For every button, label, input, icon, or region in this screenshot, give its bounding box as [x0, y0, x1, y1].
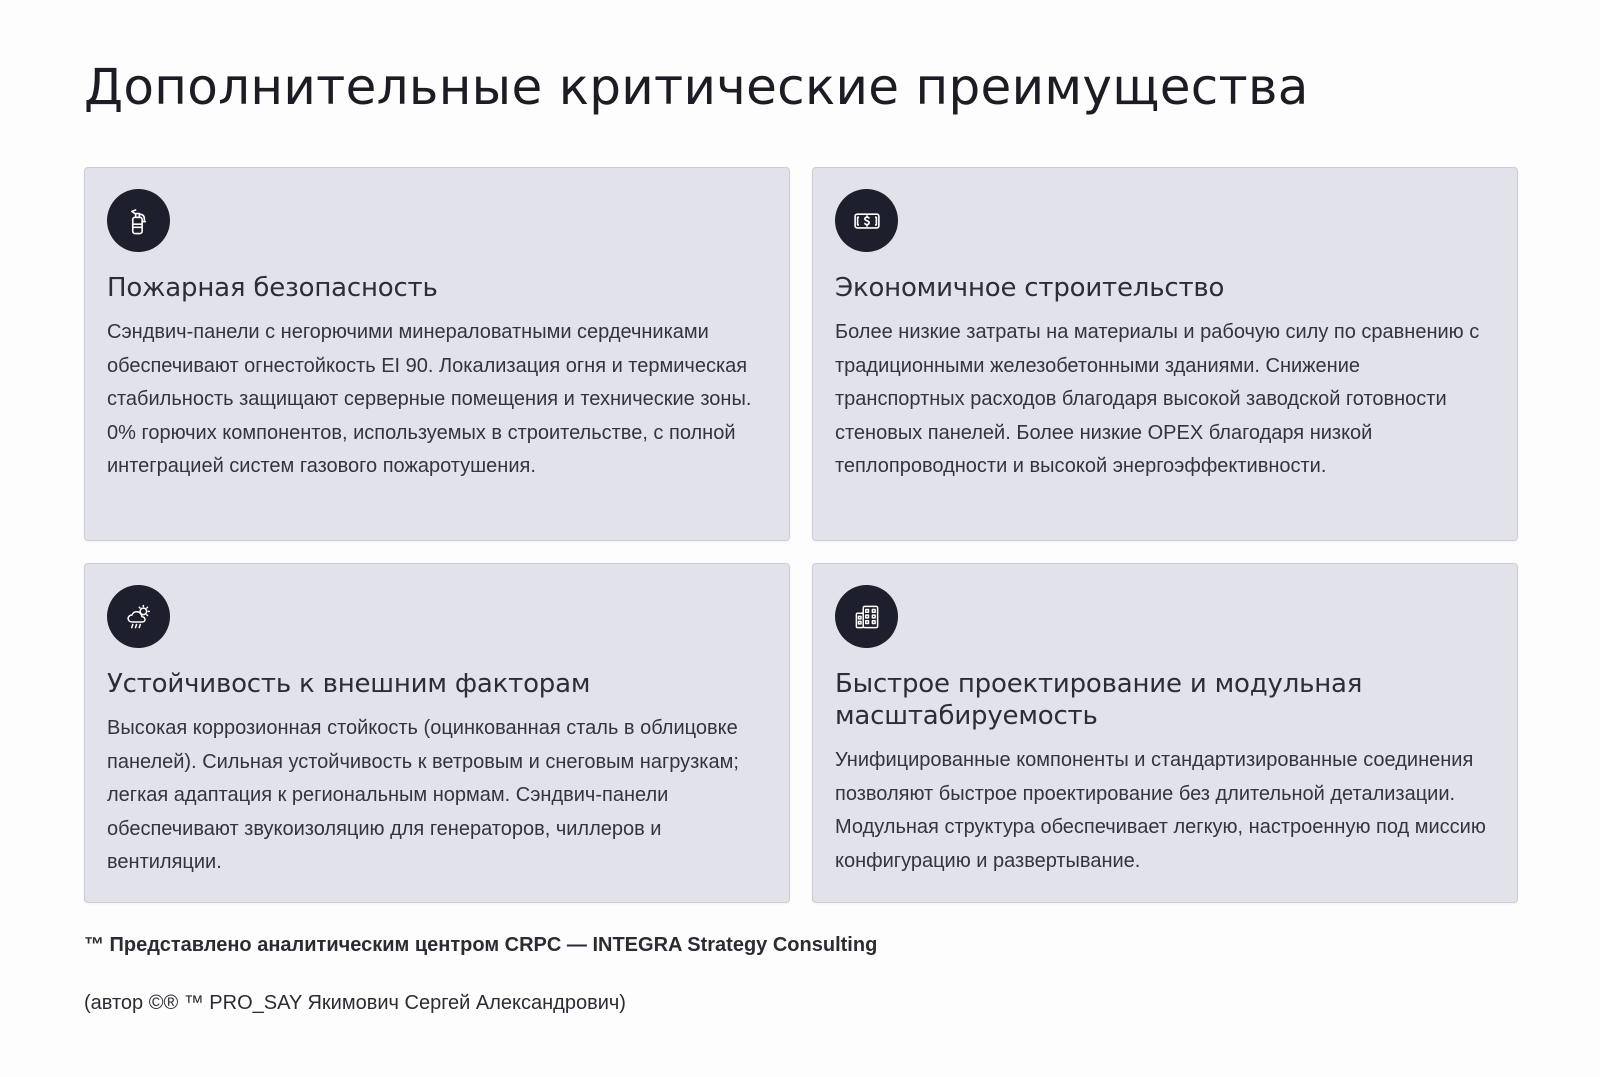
card-external-resistance — [84, 563, 790, 903]
banknote-dollar-icon — [835, 189, 898, 252]
card-fire-safety — [84, 167, 790, 541]
card-description: Более низкие затраты на материалы и рабочую силу по сравнению с традиционными железобетонными зданиями. Снижение транспортных расходов благодаря высокой заводской готовности стеновых панелей. Более низкие OPEX благодаря низкой теплопроводности и высокой энергоэффективности. — [835, 321, 1480, 477]
card-description: Высокая коррозионная стойкость (оцинкованная сталь в облицовке панелей). Сильная устойчивость к ветровым и снеговым нагрузкам; легкая адаптация к региональным нормам. Сэндвич-панели обеспечивают звукоизоляцию для генераторов, чиллеров и вентиляции. — [107, 717, 739, 873]
card-title: Экономичное строительство — [835, 273, 1225, 303]
card-economical-construction — [812, 167, 1518, 541]
card-description: Сэндвич-панели с негорючими минераловатными сердечниками обеспечивают огнестойкость EI 90. Локализация огня и термическая стабильность защищают серверные помещения и технические зоны. 0% горючих компонентов, используемых в строительстве, с полной интеграцией систем газового пожаротушения. — [107, 321, 752, 477]
modular-building-icon — [835, 585, 898, 648]
card-title: Быстрое проектирование и модульная масштабируемость — [835, 669, 1363, 731]
card-title: Пожарная безопасность — [107, 273, 438, 303]
fire-extinguisher-icon — [107, 189, 170, 252]
footer-author: (автор ©® ™ PRO_SAY Якимович Сергей Александрович) — [84, 992, 626, 1014]
card-description: Унифицированные компоненты и стандартизированные соединения позволяют быстрое проектирование без длительной детализации. Модульная структура обеспечивает легкую, настроенную под миссию конфигурацию и развертывание. — [835, 749, 1486, 872]
advantages-grid — [84, 167, 1522, 903]
card-modular-scalability — [812, 563, 1518, 903]
cloud-sun-rain-icon — [107, 585, 170, 648]
card-title: Устойчивость к внешним факторам — [107, 669, 591, 699]
footer-credit: ™ Представлено аналитическим центром CRPC — INTEGRA Strategy Consulting — [84, 934, 878, 956]
page-title: Дополнительные критические преимущества — [84, 58, 1309, 116]
